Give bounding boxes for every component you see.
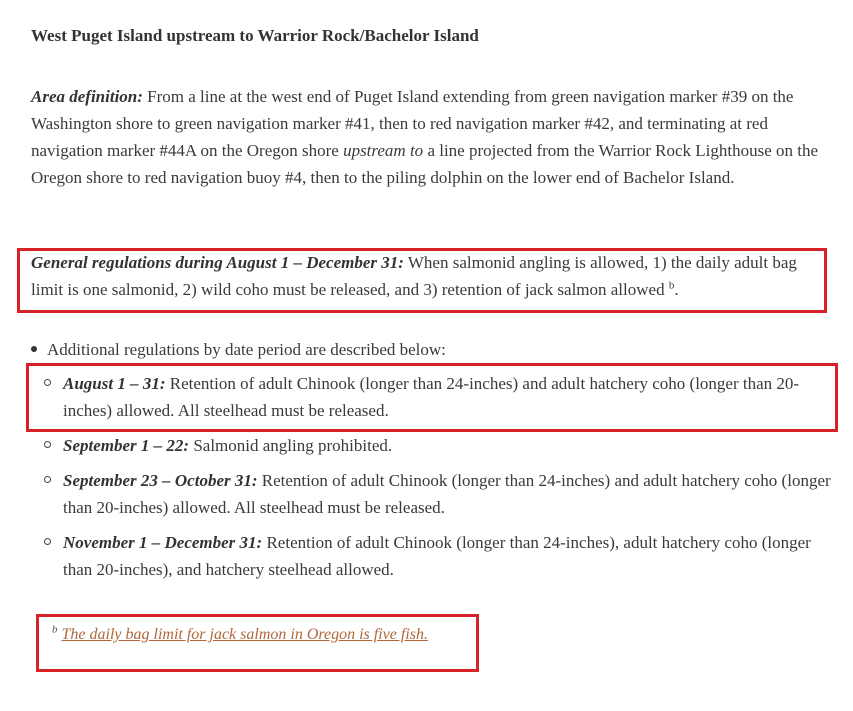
circle-bullet-icon xyxy=(44,441,51,448)
section-heading: West Puget Island upstream to Warrior Rock/Bachelor Island xyxy=(31,26,479,45)
period-item-september-october xyxy=(63,467,833,521)
period-text: Salmonid angling prohibited. xyxy=(189,436,393,455)
highlight-box-general xyxy=(17,248,827,313)
period-text: Retention of adult Chinook (longer than 24-inches), adult hatchery coho (longer than 20-inches), and hatchery steelhead allowed. xyxy=(63,533,811,579)
area-definition-text-2: a line projected from the Warrior Rock Lighthouse on the Oregon shore to red navigation buoy #4, then to the piling dolphin on the lower end of Bachelor Island. xyxy=(31,141,819,187)
circle-bullet-icon xyxy=(44,476,51,483)
general-regulations-label: General regulations during August 1 – December 31: xyxy=(31,253,404,272)
footnote-marker: b xyxy=(52,623,58,636)
area-definition-upstream: upstream to xyxy=(343,141,424,160)
period-label: September 1 – 22: xyxy=(63,436,190,455)
bullet-icon xyxy=(31,346,37,352)
additional-regulations-text: Additional regulations by date period are described below: xyxy=(47,340,446,359)
highlight-box-footnote xyxy=(36,614,479,672)
period-label: November 1 – December 31: xyxy=(63,533,263,552)
period-label: August 1 – 31: xyxy=(63,374,166,393)
general-footnote-ref: b xyxy=(668,279,675,292)
highlight-box-august xyxy=(26,363,838,432)
period-label: September 23 – October 31: xyxy=(63,471,258,490)
period-item-november-december xyxy=(63,529,833,583)
area-definition xyxy=(31,83,831,191)
footnote-link[interactable]: The daily bag limit for jack salmon in Oregon is five fish. xyxy=(61,626,428,643)
circle-bullet-icon xyxy=(44,538,51,545)
period-text: Retention of adult Chinook (longer than 24-inches) and adult hatchery coho (longer than 20-inches) allowed. All steelhead must be released. xyxy=(63,374,800,420)
area-definition-text-1: From a line at the west end of Puget Island extending from green navigation marker #39 on the Washington shore to green navigation marker #41, then to red navigation marker #42, and terminating at red navigation marker #44A on the Oregon shore xyxy=(31,87,794,160)
general-regulations-text: When salmonid angling is allowed, 1) the daily adult bag limit is one salmonid, 2) wild coho must be released, and 3) retention of jack salmon allowed xyxy=(31,253,797,299)
area-definition-label: Area definition: xyxy=(31,87,143,106)
period-item-september-early xyxy=(63,432,833,459)
period-text: Retention of adult Chinook (longer than 24-inches) and adult hatchery coho (longer than 20-inches) allowed. All steelhead must be released. xyxy=(63,471,831,517)
general-regulations-end: . xyxy=(674,280,679,299)
